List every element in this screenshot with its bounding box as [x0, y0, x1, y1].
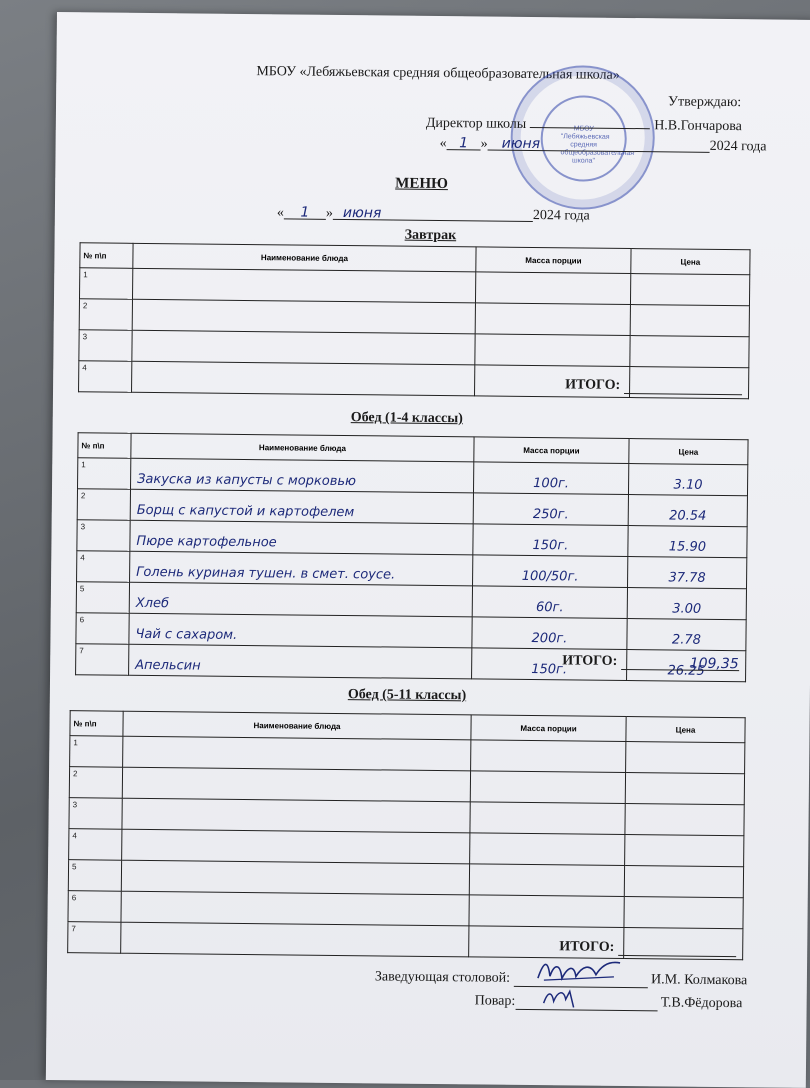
row-number: 1: [78, 458, 131, 490]
column-header-mass: Масса порции: [474, 437, 629, 464]
breakfast-table: [78, 242, 751, 399]
date-quote-open: «: [439, 136, 447, 152]
director-line: [426, 114, 742, 135]
column-header-mass: Масса порции: [476, 247, 631, 274]
dish-price: [625, 834, 744, 866]
dish-price: [630, 305, 749, 337]
dish-name: Пюре картофельное: [130, 520, 473, 555]
row-number: 1: [79, 268, 132, 300]
dish-price: 15.90: [628, 526, 747, 558]
portion-mass: [470, 802, 625, 835]
row-number: 5: [76, 582, 129, 614]
cook-signature-line: [515, 993, 657, 1011]
date-day-field: [447, 135, 481, 150]
dish-name: Апельсин: [129, 644, 472, 679]
dish-name: [132, 361, 475, 396]
dish-price: [630, 336, 749, 368]
approval-date: [440, 135, 767, 155]
row-number: 7: [68, 922, 121, 954]
column-header-num: № п\п: [70, 711, 123, 737]
dish-price: 37.78: [628, 557, 747, 589]
lunch-5-11-title: Обед (5-11 классы): [347, 687, 467, 704]
portion-mass: [470, 833, 625, 866]
dish-name: [122, 829, 470, 864]
dish-name: [121, 891, 469, 926]
date-day: 1: [459, 135, 469, 152]
menu-date-quote-open: «: [276, 205, 284, 221]
row-number: 2: [79, 299, 132, 331]
dish-price: 3.00: [627, 588, 746, 620]
director-label: Директор школы: [425, 115, 527, 132]
dish-name: [132, 299, 475, 334]
row-number: 1: [70, 736, 123, 768]
menu-date: [277, 204, 590, 224]
lunch-1-4-table: [75, 432, 749, 682]
director-name: Н.В.Гончарова: [654, 118, 743, 135]
portion-mass: 60г.: [472, 586, 627, 619]
cook-name: Т.В.Фёдорова: [660, 995, 743, 1012]
dish-name: [123, 736, 471, 771]
row-number: 2: [77, 489, 130, 521]
dish-name: [122, 798, 470, 833]
cook-label: Повар:: [474, 993, 516, 1009]
row-number: 3: [69, 798, 122, 830]
dish-name: [132, 330, 475, 365]
column-header-num: № п\п: [78, 433, 131, 459]
date-month-field: [488, 136, 710, 153]
lunch-5-11-table: [67, 710, 746, 960]
dish-name: [121, 860, 469, 895]
lunch-1-4-title: Обед (1-4 классы): [350, 410, 463, 427]
stamp-text: МБОУ "Лебяжьевская средняя общеобразовательная школа": [560, 125, 635, 165]
portion-mass: 200г.: [472, 617, 627, 650]
lunch-5-11-total-value: [618, 941, 736, 957]
breakfast-total: [565, 377, 742, 395]
menu-title: МЕНЮ: [395, 175, 449, 193]
portion-mass: 100/50г.: [473, 555, 628, 588]
date-month: июня: [501, 135, 541, 153]
column-header-name: Наименование блюда: [123, 711, 471, 740]
lunch-1-4-total: [562, 653, 739, 671]
row-number: 6: [76, 613, 129, 645]
dish-price: [625, 772, 744, 804]
dish-price: 20.54: [628, 495, 747, 527]
portion-mass: [471, 740, 626, 773]
dish-name: Хлеб: [129, 582, 472, 617]
canteen-manager-signature: [533, 956, 623, 987]
column-header-price: Цена: [629, 439, 748, 465]
dish-name: Закуска из капусты с морковью: [131, 458, 474, 493]
menu-date-month: июня: [342, 205, 382, 222]
row-number: 6: [68, 891, 121, 923]
dish-name: [121, 922, 469, 957]
approve-label: Утверждаю:: [668, 94, 742, 111]
row-number: 4: [77, 551, 130, 583]
row-number: 5: [68, 860, 121, 892]
dish-price: [626, 741, 745, 773]
date-year: 2024 года: [709, 138, 767, 155]
lunch-1-4-total-value: [621, 655, 739, 671]
portion-mass: [469, 864, 624, 897]
row-number: 3: [77, 520, 130, 552]
column-header-num: № п\п: [80, 243, 133, 269]
row-number: 7: [76, 644, 129, 676]
dish-price: 3.10: [628, 464, 747, 496]
date-quote-close: »: [480, 136, 488, 152]
column-header-name: Наименование блюда: [133, 243, 476, 272]
lunch-5-11-total: [559, 939, 736, 957]
row-number: 4: [69, 829, 122, 861]
dish-name: Голень куриная тушен. в смет. соусе.: [130, 551, 473, 586]
canteen-manager-label: Заведующая столовой:: [374, 969, 511, 986]
dish-name: [122, 767, 470, 802]
dish-name: Чай с сахаром.: [129, 613, 472, 648]
column-header-price: Цена: [631, 249, 750, 275]
dish-price: [624, 896, 743, 928]
dish-name: Борщ с капустой и картофелем: [130, 489, 473, 524]
dish-name: [132, 268, 475, 303]
portion-mass: [470, 771, 625, 804]
menu-date-day: 1: [300, 204, 310, 221]
portion-mass: [475, 272, 630, 305]
breakfast-total-value: [624, 379, 742, 395]
portion-mass: [469, 895, 624, 928]
total-label: ИТОГО:: [562, 653, 618, 669]
breakfast-title: Завтрак: [404, 227, 457, 244]
dish-price: 26.25: [627, 650, 746, 682]
director-signature-line: [530, 115, 650, 129]
row-number: 2: [69, 767, 122, 799]
menu-date-quote-close: »: [325, 205, 333, 221]
canteen-manager-name: И.М. Колмакова: [650, 972, 748, 989]
cook-line: [475, 992, 743, 1012]
dish-price: [624, 865, 743, 897]
menu-date-month-field: [333, 205, 533, 222]
column-header-price: Цена: [626, 716, 745, 742]
dish-price: [625, 803, 744, 835]
portion-mass: [475, 334, 630, 367]
portion-mass: 150г.: [472, 648, 627, 681]
school-name: МБОУ «Лебяжьевская средняя общеобразовательная школа»: [256, 64, 620, 83]
menu-date-day-field: [284, 204, 326, 219]
total-label: ИТОГО:: [559, 939, 615, 955]
row-number: 3: [79, 330, 132, 362]
row-number: 4: [79, 361, 132, 393]
total-label: ИТОГО:: [565, 377, 621, 393]
dish-price: [630, 274, 749, 306]
portion-mass: 100г.: [473, 462, 628, 495]
portion-mass: 250г.: [473, 493, 628, 526]
column-header-name: Наименование блюда: [131, 433, 474, 462]
portion-mass: [475, 303, 630, 336]
lunch-1-4-total-amount: 109,35: [689, 655, 739, 673]
portion-mass: 150г.: [473, 524, 628, 557]
menu-date-year: 2024 года: [532, 207, 590, 224]
menu-document: [46, 12, 810, 1088]
canteen-manager-signature-line: [513, 970, 647, 988]
cook-signature: [539, 985, 579, 1011]
column-header-mass: Масса порции: [471, 715, 626, 742]
dish-price: 2.78: [627, 619, 746, 651]
